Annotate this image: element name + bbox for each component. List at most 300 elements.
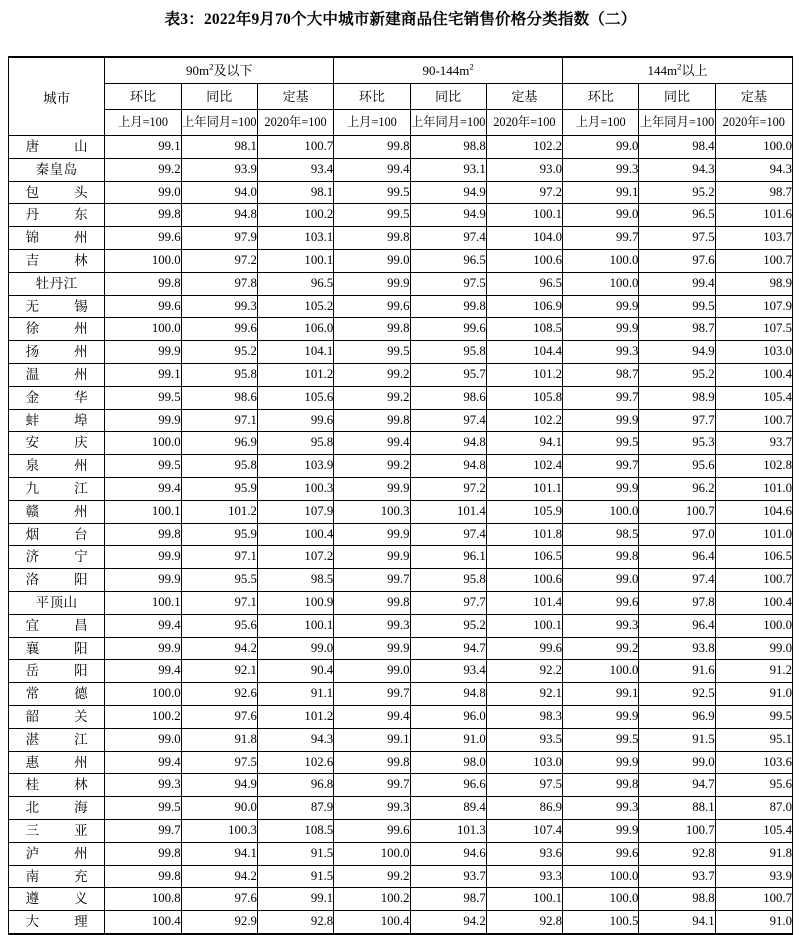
- value-cell: 99.8: [410, 295, 486, 318]
- value-cell: 97.4: [639, 569, 715, 592]
- value-cell: 99.9: [563, 318, 639, 341]
- value-cell: 97.1: [181, 409, 257, 432]
- value-cell: 99.5: [105, 797, 181, 820]
- city-cell: [9, 865, 105, 888]
- value-cell: 96.6: [410, 774, 486, 797]
- value-cell: 99.6: [410, 318, 486, 341]
- city-label: 北海: [25, 800, 88, 816]
- value-cell: 91.8: [715, 842, 792, 865]
- header-base-1-0: 上月=100: [334, 110, 410, 136]
- value-cell: 104.1: [257, 341, 333, 364]
- value-cell: 99.9: [105, 637, 181, 660]
- header-base-1-1: 上年同月=100: [410, 110, 486, 136]
- value-cell: 87.0: [715, 797, 792, 820]
- value-cell: 107.4: [486, 819, 562, 842]
- value-cell: 104.4: [486, 341, 562, 364]
- value-cell: 91.8: [181, 728, 257, 751]
- value-cell: 98.5: [563, 523, 639, 546]
- value-cell: 97.1: [181, 591, 257, 614]
- city-label: 济宁: [25, 549, 88, 565]
- value-cell: 99.4: [105, 660, 181, 683]
- table-row: [9, 249, 793, 272]
- table-row: [9, 683, 793, 706]
- value-cell: 102.8: [715, 455, 792, 478]
- value-cell: 107.2: [257, 546, 333, 569]
- value-cell: 92.8: [257, 911, 333, 934]
- value-cell: 108.5: [486, 318, 562, 341]
- city-label: 无锡: [25, 298, 88, 314]
- header-base-2-1: 上年同月=100: [639, 110, 715, 136]
- header-sub-0-1: 同比: [181, 84, 257, 110]
- sup-0: 2: [209, 61, 214, 72]
- header-base-1-2: 2020年=100: [486, 110, 562, 136]
- table-row: [9, 865, 793, 888]
- value-cell: 100.7: [257, 136, 333, 159]
- city-cell: [9, 249, 105, 272]
- value-cell: 107.9: [257, 500, 333, 523]
- value-cell: 99.5: [639, 295, 715, 318]
- value-cell: 100.2: [105, 705, 181, 728]
- value-cell: 100.5: [563, 911, 639, 934]
- value-cell: 99.7: [334, 569, 410, 592]
- city-label: 温州: [25, 366, 88, 382]
- value-cell: 99.3: [563, 341, 639, 364]
- value-cell: 100.8: [105, 888, 181, 911]
- value-cell: 99.0: [563, 569, 639, 592]
- value-cell: 95.9: [181, 523, 257, 546]
- value-cell: 100.4: [257, 523, 333, 546]
- value-cell: 107.9: [715, 295, 792, 318]
- value-cell: 93.1: [410, 158, 486, 181]
- value-cell: 101.1: [486, 477, 562, 500]
- value-cell: 99.9: [334, 477, 410, 500]
- value-cell: 100.7: [715, 569, 792, 592]
- value-cell: 99.8: [105, 523, 181, 546]
- value-cell: 98.9: [639, 386, 715, 409]
- city-cell: [9, 751, 105, 774]
- value-cell: 100.3: [257, 477, 333, 500]
- table-row: [9, 751, 793, 774]
- header-row-base: [9, 110, 793, 136]
- value-cell: 101.2: [486, 363, 562, 386]
- value-cell: 95.2: [181, 341, 257, 364]
- value-cell: 95.2: [410, 614, 486, 637]
- value-cell: 100.1: [486, 614, 562, 637]
- value-cell: 99.9: [563, 295, 639, 318]
- city-cell: [9, 569, 105, 592]
- value-cell: 93.4: [257, 158, 333, 181]
- header-group-2: $144m^2$以上: [563, 57, 793, 84]
- value-cell: 96.1: [410, 546, 486, 569]
- city-label: 襄阳: [25, 640, 88, 656]
- value-cell: 101.2: [257, 705, 333, 728]
- city-cell: [9, 888, 105, 911]
- city-label: 洛阳: [25, 572, 88, 588]
- city-cell: [9, 728, 105, 751]
- value-cell: 105.4: [715, 819, 792, 842]
- value-cell: 91.0: [410, 728, 486, 751]
- header-base-2-2: 2020年=100: [715, 110, 792, 136]
- city-cell: [9, 819, 105, 842]
- value-cell: 99.5: [334, 204, 410, 227]
- value-cell: 91.0: [715, 911, 792, 934]
- header-group-1: $90-144m^2$: [334, 57, 563, 84]
- value-cell: 102.4: [486, 455, 562, 478]
- value-cell: 97.0: [639, 523, 715, 546]
- value-cell: 99.9: [563, 819, 639, 842]
- value-cell: 99.6: [105, 295, 181, 318]
- city-label: 安庆: [25, 435, 88, 451]
- value-cell: 99.8: [563, 546, 639, 569]
- city-cell: [9, 204, 105, 227]
- value-cell: 100.7: [715, 888, 792, 911]
- value-cell: 97.2: [486, 181, 562, 204]
- value-cell: 100.6: [486, 569, 562, 592]
- value-cell: 100.7: [639, 500, 715, 523]
- value-cell: 98.4: [639, 136, 715, 159]
- city-label: 泸州: [25, 845, 88, 861]
- value-cell: 91.1: [257, 683, 333, 706]
- value-cell: 99.6: [181, 318, 257, 341]
- city-label: 南充: [25, 868, 88, 884]
- table-row: [9, 455, 793, 478]
- city-label: 蚌埠: [25, 412, 88, 428]
- value-cell: 99.9: [563, 409, 639, 432]
- value-cell: 99.9: [105, 341, 181, 364]
- value-cell: 97.8: [181, 272, 257, 295]
- value-cell: 104.6: [715, 500, 792, 523]
- value-cell: 97.9: [181, 227, 257, 250]
- value-cell: 92.8: [486, 911, 562, 934]
- value-cell: 100.1: [257, 249, 333, 272]
- value-cell: 99.4: [334, 705, 410, 728]
- value-cell: 99.8: [105, 865, 181, 888]
- header-sub-2-1: 同比: [639, 84, 715, 110]
- city-cell: [9, 477, 105, 500]
- value-cell: 99.0: [334, 660, 410, 683]
- value-cell: 99.6: [334, 295, 410, 318]
- value-cell: 94.0: [181, 181, 257, 204]
- value-cell: 94.6: [410, 842, 486, 865]
- value-cell: 100.4: [715, 363, 792, 386]
- value-cell: 99.8: [334, 318, 410, 341]
- value-cell: 93.7: [410, 865, 486, 888]
- value-cell: 94.7: [410, 637, 486, 660]
- value-cell: 99.2: [334, 455, 410, 478]
- value-cell: 106.0: [257, 318, 333, 341]
- value-cell: 93.8: [639, 637, 715, 660]
- city-cell: [9, 386, 105, 409]
- city-cell: [9, 227, 105, 250]
- city-label: 金华: [25, 389, 88, 405]
- value-cell: 100.0: [563, 660, 639, 683]
- value-cell: 98.3: [486, 705, 562, 728]
- value-cell: 100.0: [715, 614, 792, 637]
- value-cell: 106.5: [486, 546, 562, 569]
- value-cell: 95.6: [715, 774, 792, 797]
- value-cell: 99.9: [563, 751, 639, 774]
- value-cell: 103.7: [715, 227, 792, 250]
- header-sub-0-0: 环比: [105, 84, 181, 110]
- city-cell: [9, 683, 105, 706]
- header-sub-2-2: 定基: [715, 84, 792, 110]
- table-row: [9, 409, 793, 432]
- table-row: [9, 660, 793, 683]
- table-row: [9, 614, 793, 637]
- table-row: [9, 569, 793, 592]
- value-cell: 100.1: [486, 204, 562, 227]
- value-cell: 97.5: [181, 751, 257, 774]
- value-cell: 92.1: [181, 660, 257, 683]
- city-label: 平顶山: [35, 594, 78, 610]
- value-cell: 99.0: [639, 751, 715, 774]
- value-cell: 99.6: [563, 591, 639, 614]
- header-base-0-2: 2020年=100: [257, 110, 333, 136]
- value-cell: 100.1: [486, 888, 562, 911]
- value-cell: 99.0: [105, 181, 181, 204]
- value-cell: 95.8: [181, 455, 257, 478]
- value-cell: 105.9: [486, 500, 562, 523]
- value-cell: 99.3: [563, 614, 639, 637]
- value-cell: 96.2: [639, 477, 715, 500]
- header-sub-1-1: 同比: [410, 84, 486, 110]
- value-cell: 97.5: [410, 272, 486, 295]
- value-cell: 99.3: [334, 797, 410, 820]
- city-label: 桂林: [25, 777, 88, 793]
- city-cell: [9, 409, 105, 432]
- value-cell: 99.6: [257, 409, 333, 432]
- value-cell: 93.4: [410, 660, 486, 683]
- city-label: 韶关: [25, 708, 88, 724]
- value-cell: 93.7: [715, 432, 792, 455]
- table-body: [9, 136, 793, 934]
- value-cell: 100.0: [563, 888, 639, 911]
- value-cell: 99.6: [334, 819, 410, 842]
- price-index-table: [8, 56, 793, 935]
- table-row: [9, 318, 793, 341]
- value-cell: 99.4: [334, 158, 410, 181]
- table-header: [9, 57, 793, 136]
- city-cell: [9, 637, 105, 660]
- table-row: [9, 386, 793, 409]
- value-cell: 101.8: [486, 523, 562, 546]
- value-cell: 99.9: [563, 705, 639, 728]
- value-cell: 99.8: [334, 136, 410, 159]
- value-cell: 92.6: [181, 683, 257, 706]
- value-cell: 100.0: [563, 272, 639, 295]
- value-cell: 99.9: [334, 546, 410, 569]
- value-cell: 94.2: [410, 911, 486, 934]
- value-cell: 99.7: [334, 774, 410, 797]
- value-cell: 99.3: [563, 158, 639, 181]
- value-cell: 94.9: [410, 181, 486, 204]
- value-cell: 92.5: [639, 683, 715, 706]
- value-cell: 99.5: [105, 455, 181, 478]
- city-label: 遵义: [25, 891, 88, 907]
- value-cell: 104.0: [486, 227, 562, 250]
- value-cell: 100.2: [257, 204, 333, 227]
- value-cell: 88.1: [639, 797, 715, 820]
- value-cell: 89.4: [410, 797, 486, 820]
- value-cell: 94.9: [181, 774, 257, 797]
- city-cell: [9, 318, 105, 341]
- value-cell: 99.2: [334, 865, 410, 888]
- city-cell: [9, 500, 105, 523]
- city-label: 赣州: [25, 503, 88, 519]
- value-cell: 99.9: [105, 546, 181, 569]
- value-cell: 98.7: [410, 888, 486, 911]
- table-row: [9, 363, 793, 386]
- value-cell: 96.9: [181, 432, 257, 455]
- value-cell: 100.1: [105, 591, 181, 614]
- value-cell: 99.5: [334, 181, 410, 204]
- value-cell: 101.4: [410, 500, 486, 523]
- header-sub-0-2: 定基: [257, 84, 333, 110]
- value-cell: 97.2: [410, 477, 486, 500]
- city-label: 岳阳: [25, 663, 88, 679]
- value-cell: 100.0: [105, 432, 181, 455]
- value-cell: 99.5: [563, 728, 639, 751]
- header-base-2-0: 上月=100: [563, 110, 639, 136]
- table-row: [9, 523, 793, 546]
- value-cell: 94.8: [410, 683, 486, 706]
- value-cell: 95.2: [639, 363, 715, 386]
- city-label: 锦州: [25, 230, 88, 246]
- value-cell: 94.8: [410, 455, 486, 478]
- value-cell: 99.6: [105, 227, 181, 250]
- value-cell: 91.0: [715, 683, 792, 706]
- value-cell: 99.5: [105, 386, 181, 409]
- value-cell: 99.9: [334, 272, 410, 295]
- value-cell: 100.3: [334, 500, 410, 523]
- value-cell: 92.1: [486, 683, 562, 706]
- table-row: [9, 204, 793, 227]
- city-label: 泉州: [25, 458, 88, 474]
- value-cell: 97.1: [181, 546, 257, 569]
- city-label: 唐山: [25, 139, 88, 154]
- value-cell: 99.2: [334, 363, 410, 386]
- value-cell: 94.3: [257, 728, 333, 751]
- value-cell: 106.5: [715, 546, 792, 569]
- city-label: 牡丹江: [35, 275, 78, 291]
- value-cell: 92.8: [639, 842, 715, 865]
- city-label: 包头: [25, 184, 88, 200]
- value-cell: 97.4: [410, 409, 486, 432]
- value-cell: 99.8: [334, 409, 410, 432]
- value-cell: 94.9: [639, 341, 715, 364]
- city-label: 湛江: [25, 731, 88, 747]
- value-cell: 98.8: [410, 136, 486, 159]
- value-cell: 103.9: [257, 455, 333, 478]
- header-base-0-0: 上月=100: [105, 110, 181, 136]
- table-row: [9, 500, 793, 523]
- table-row: [9, 842, 793, 865]
- value-cell: 98.1: [257, 181, 333, 204]
- city-cell: [9, 432, 105, 455]
- value-cell: 99.1: [105, 136, 181, 159]
- value-cell: 102.2: [486, 136, 562, 159]
- value-cell: 99.1: [563, 181, 639, 204]
- value-cell: 98.9: [715, 272, 792, 295]
- value-cell: 99.4: [334, 432, 410, 455]
- value-cell: 99.4: [105, 477, 181, 500]
- table-row: [9, 158, 793, 181]
- table-container: [0, 56, 801, 935]
- value-cell: 101.4: [486, 591, 562, 614]
- value-cell: 100.7: [715, 249, 792, 272]
- value-cell: 99.5: [334, 341, 410, 364]
- value-cell: 96.4: [639, 614, 715, 637]
- city-cell: [9, 455, 105, 478]
- value-cell: 91.2: [715, 660, 792, 683]
- value-cell: 93.5: [486, 728, 562, 751]
- value-cell: 101.2: [181, 500, 257, 523]
- city-cell: [9, 136, 105, 159]
- value-cell: 99.1: [334, 728, 410, 751]
- value-cell: 94.1: [486, 432, 562, 455]
- value-cell: 98.7: [563, 363, 639, 386]
- value-cell: 95.7: [410, 363, 486, 386]
- city-cell: [9, 614, 105, 637]
- value-cell: 91.6: [639, 660, 715, 683]
- city-label: 宜昌: [25, 617, 88, 633]
- city-label: 惠州: [25, 754, 88, 770]
- sup-1: 2: [469, 61, 474, 72]
- value-cell: 94.8: [181, 204, 257, 227]
- table-row: [9, 181, 793, 204]
- value-cell: 99.8: [105, 204, 181, 227]
- value-cell: 93.9: [715, 865, 792, 888]
- value-cell: 99.9: [105, 409, 181, 432]
- value-cell: 99.9: [563, 477, 639, 500]
- city-label: 大理: [25, 914, 88, 930]
- city-label: 常德: [25, 686, 88, 702]
- city-label: 吉林: [25, 252, 88, 268]
- value-cell: 106.9: [486, 295, 562, 318]
- value-cell: 99.8: [334, 227, 410, 250]
- value-cell: 94.3: [639, 158, 715, 181]
- value-cell: 98.8: [639, 888, 715, 911]
- table-row: [9, 477, 793, 500]
- header-sub-1-0: 环比: [334, 84, 410, 110]
- city-cell: [9, 591, 105, 614]
- value-cell: 99.1: [105, 363, 181, 386]
- table-row: [9, 819, 793, 842]
- value-cell: 98.7: [639, 318, 715, 341]
- value-cell: 95.2: [639, 181, 715, 204]
- value-cell: 91.5: [257, 842, 333, 865]
- value-cell: 99.7: [563, 455, 639, 478]
- value-cell: 97.7: [639, 409, 715, 432]
- table-row: [9, 272, 793, 295]
- value-cell: 99.0: [257, 637, 333, 660]
- value-cell: 107.5: [715, 318, 792, 341]
- value-cell: 91.5: [257, 865, 333, 888]
- table-row: [9, 911, 793, 934]
- value-cell: 95.3: [639, 432, 715, 455]
- value-cell: 99.8: [105, 272, 181, 295]
- value-cell: 87.9: [257, 797, 333, 820]
- value-cell: 97.5: [486, 774, 562, 797]
- value-cell: 99.4: [105, 614, 181, 637]
- value-cell: 105.4: [715, 386, 792, 409]
- value-cell: 101.2: [257, 363, 333, 386]
- value-cell: 94.1: [639, 911, 715, 934]
- value-cell: 99.8: [334, 591, 410, 614]
- value-cell: 95.9: [181, 477, 257, 500]
- value-cell: 100.4: [715, 591, 792, 614]
- value-cell: 90.4: [257, 660, 333, 683]
